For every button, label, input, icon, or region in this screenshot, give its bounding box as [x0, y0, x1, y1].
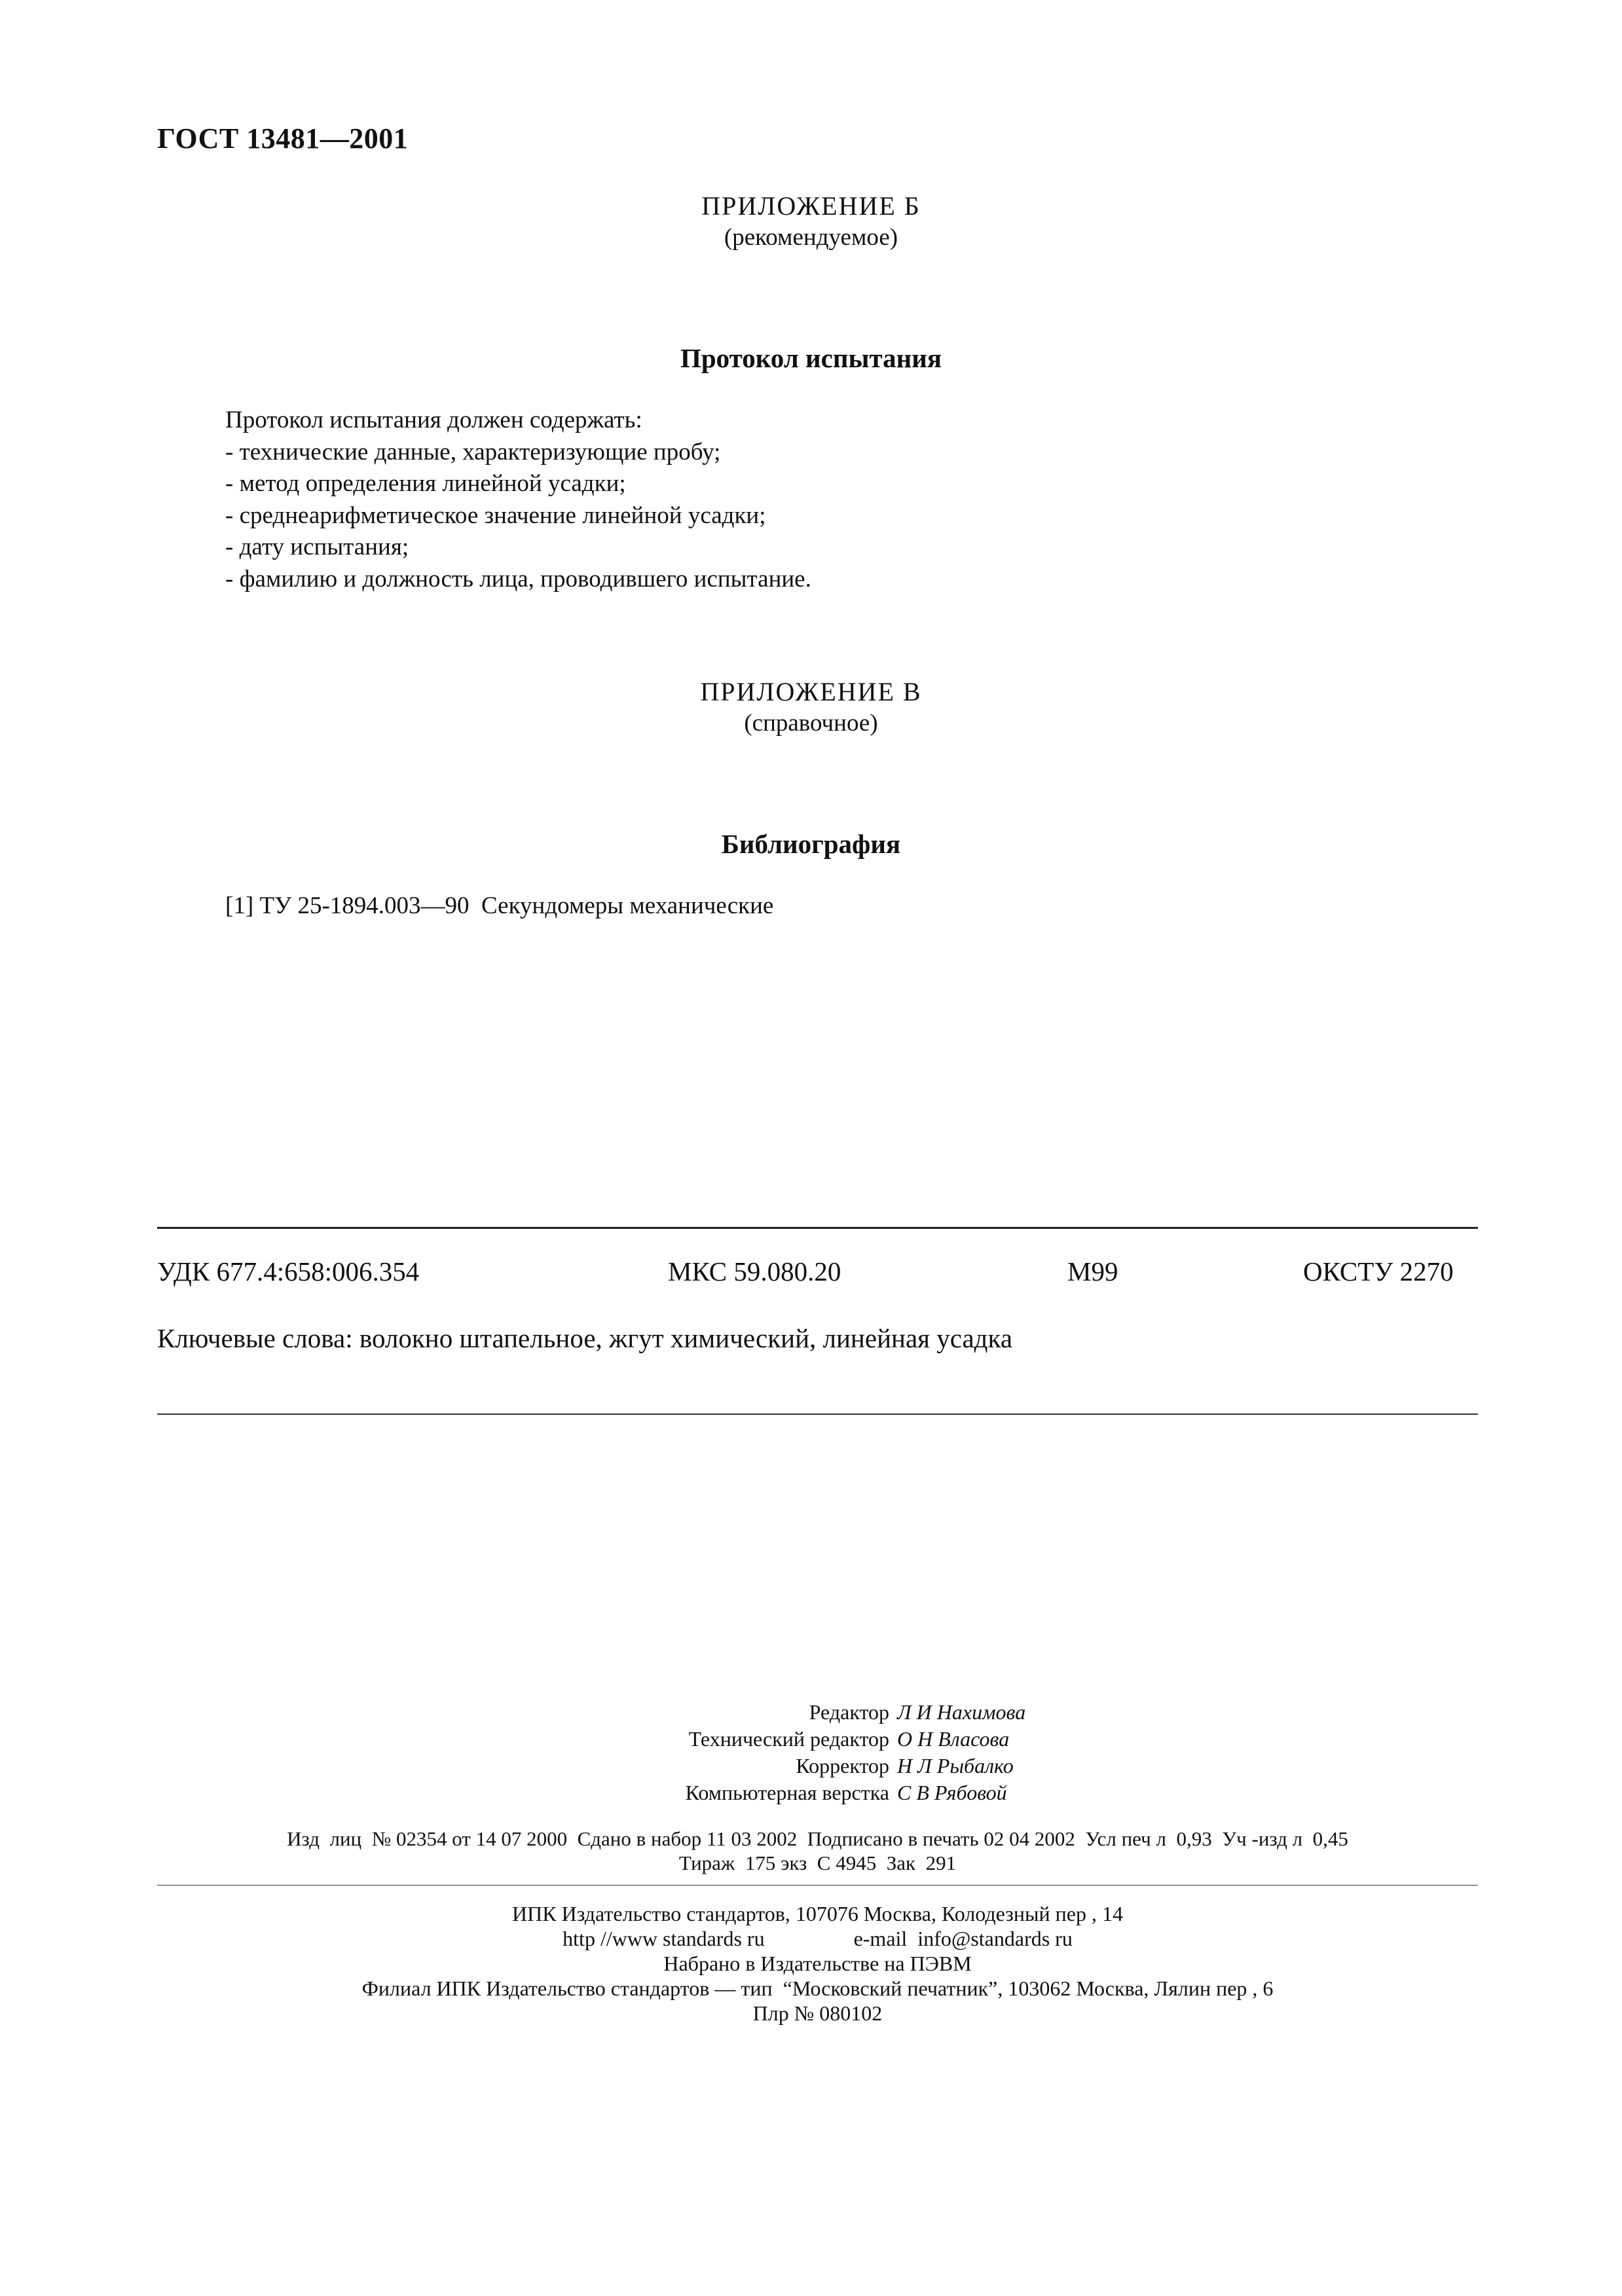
- list-item: - фамилию и должность лица, проводившего испытание.: [225, 565, 811, 592]
- top-divider: [157, 1227, 1478, 1229]
- publisher-branch: Филиал ИПК Издательство стандартов — тип “Московский печатник”, 103062 Москва, Лялин пер , 6: [361, 1977, 1274, 2000]
- credit-name: Н Л Рыбалко: [897, 1754, 1014, 1777]
- imprint-divider: [157, 1885, 1478, 1886]
- list-item: - дату испытания;: [225, 534, 409, 560]
- udk-code: УДК 677.4:658:006.354: [157, 1256, 420, 1286]
- appendix-v-subtitle: (справочное): [744, 710, 878, 737]
- credit-name: О Н Власова: [897, 1727, 1010, 1751]
- list-item: - метод определения линейной усадки;: [225, 470, 626, 497]
- credit-role: Редактор: [809, 1700, 889, 1724]
- document-code: ГОСТ 13481—2001: [157, 122, 409, 155]
- credit-technical-editor: [157, 1726, 1478, 1753]
- bottom-divider: [157, 1413, 1478, 1415]
- okstu-code: ОКСТУ 2270: [1303, 1256, 1454, 1286]
- appendix-b-list: [225, 405, 811, 595]
- group-code: М99: [1067, 1256, 1118, 1286]
- bibliography-reference: [1] ТУ 25-1894.003—90 Секундомеры механические: [225, 892, 774, 919]
- appendix-v-heading: [157, 676, 1465, 738]
- imprint-line-1: Изд лиц № 02354 от 14 07 2000 Сдано в набор 11 03 2002 Подписано в печать 02 04 2002 Усл печ л 0,93 Уч -изд л 0,45: [287, 1827, 1348, 1850]
- publisher-contacts: [157, 1926, 1478, 1951]
- credit-proofreader: [157, 1753, 1478, 1779]
- imprint-line-2: Тираж 175 экз С 4945 Зак 291: [678, 1851, 957, 1874]
- credit-name: Л И Нахимова: [897, 1700, 1026, 1724]
- publisher-url: http //www standards ru: [562, 1927, 765, 1950]
- keywords: Ключевые слова: волокно штапельное, жгут химический, линейная усадка: [157, 1323, 1013, 1353]
- credit-role: Технический редактор: [688, 1727, 889, 1751]
- mks-code: МКС 59.080.20: [668, 1256, 841, 1286]
- appendix-b-subtitle: (рекомендуемое): [724, 224, 898, 251]
- credit-name: С В Рябовой: [897, 1781, 1007, 1804]
- appendix-b-section-title: Протокол испытания: [680, 343, 942, 373]
- credit-role: Компьютерная верстка: [685, 1781, 889, 1804]
- credit-editor: [157, 1699, 1478, 1726]
- appendix-v-section-title: Библиография: [721, 829, 901, 859]
- publisher-typeset-note: Набрано в Издательстве на ПЭВМ: [663, 1952, 972, 1975]
- credit-role: Корректор: [796, 1754, 889, 1777]
- appendix-b-title: ПРИЛОЖЕНИЕ Б: [701, 191, 921, 221]
- publisher-email: e-mail info@standards ru: [853, 1927, 1073, 1950]
- appendix-b-heading: [157, 190, 1465, 253]
- list-item: Протокол испытания должен содержать:: [225, 407, 642, 433]
- appendix-v-title: ПРИЛОЖЕНИЕ В: [700, 677, 922, 706]
- credits-block: [157, 1699, 1478, 1806]
- list-item: - среднеарифметическое значение линейной усадки;: [225, 501, 766, 529]
- list-item: - технические данные, характеризующие пробу;: [225, 438, 721, 465]
- publisher-address: ИПК Издательство стандартов, 107076 Москва, Колодезный пер , 14: [512, 1902, 1123, 1925]
- publisher-license: Плр № 080102: [752, 2001, 883, 2025]
- credit-layout: [157, 1779, 1478, 1806]
